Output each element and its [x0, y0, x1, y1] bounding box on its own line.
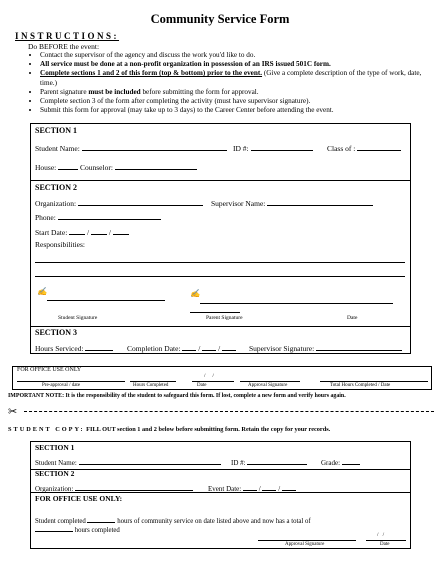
- id-label: ID #:: [233, 144, 249, 153]
- start-date-label: Start Date:: [35, 228, 68, 237]
- scissors-icon: ✂: [8, 406, 18, 418]
- hours-completed-caption: Hours Completed: [133, 383, 169, 388]
- instructions-list: [28, 51, 440, 115]
- counselor-line[interactable]: [115, 161, 197, 170]
- copy-office-heading: FOR OFFICE USE ONLY:: [35, 494, 123, 503]
- supervisor-name-line[interactable]: [267, 197, 373, 206]
- house-label: House:: [35, 163, 57, 172]
- organization-field[interactable]: [35, 197, 203, 208]
- important-note: IMPORTANT NOTE: It is the responsibility of the student to safeguard this form. If lost, complete a new form and verify hours again.: [8, 393, 346, 399]
- parent-sign-here-icon: ✍: [190, 289, 200, 298]
- instruction-item: [40, 60, 440, 69]
- completion-date-day[interactable]: [202, 342, 216, 351]
- copy-id-label: ID #:: [231, 459, 246, 467]
- supervisor-signature-line[interactable]: [316, 342, 402, 351]
- section1-heading: SECTION 1: [35, 126, 78, 135]
- start-date-year[interactable]: [113, 226, 129, 235]
- parent-signature-caption: Parent Signature: [206, 315, 243, 321]
- instruction-text-post: before submitting the form for approval.: [140, 87, 259, 96]
- office-use-heading: FOR OFFICE USE ONLY: [17, 367, 82, 373]
- copy-id-field[interactable]: [231, 456, 307, 467]
- phone-label: Phone:: [35, 213, 56, 222]
- student-name-label: Student Name:: [35, 144, 80, 153]
- student-sign-here-icon: ✍: [37, 287, 47, 296]
- copy-grade-field[interactable]: [321, 456, 360, 467]
- class-of-label: Class of :: [327, 144, 356, 153]
- instruction-text-bold: All service must be done at a non-profit organization in possession of an IRS issued 501C form.: [40, 60, 331, 69]
- copy-event-date-year[interactable]: [282, 482, 296, 491]
- phone-line[interactable]: [58, 211, 161, 220]
- copy-event-date-day[interactable]: [262, 482, 276, 491]
- instruction-item: [40, 106, 440, 115]
- hours-serviced-label: Hours Serviced:: [35, 344, 84, 353]
- student-name-line[interactable]: [82, 142, 227, 151]
- section3-heading: SECTION 3: [35, 328, 78, 337]
- office-line[interactable]: [192, 381, 234, 382]
- instruction-item: [40, 88, 440, 97]
- instructions-heading: INSTRUCTIONS:: [15, 31, 120, 41]
- copy-organization-field[interactable]: [35, 482, 193, 493]
- hours-serviced-field[interactable]: [35, 342, 113, 353]
- completion-date-field[interactable]: Completion Date: / /: [127, 342, 236, 353]
- hours-serviced-line[interactable]: [85, 342, 113, 351]
- copy-grade-line[interactable]: [342, 456, 360, 465]
- do-before-label: Do BEFORE the event:: [28, 42, 100, 51]
- date-caption: Date: [347, 315, 358, 321]
- completion-date-label: Completion Date:: [127, 344, 181, 353]
- office-line[interactable]: [240, 381, 300, 382]
- instruction-text-pre: Parent signature: [40, 87, 89, 96]
- house-line[interactable]: [58, 161, 78, 170]
- organization-line[interactable]: [78, 197, 203, 206]
- class-of-line[interactable]: [357, 142, 401, 151]
- section2-heading: SECTION 2: [35, 183, 78, 192]
- copy-completed-pre: Student completed: [35, 518, 86, 525]
- id-field[interactable]: [233, 142, 313, 153]
- copy-grade-label: Grade:: [321, 459, 341, 467]
- organization-label: Organization:: [35, 199, 77, 208]
- divider: [190, 312, 240, 313]
- divider: [30, 180, 411, 181]
- copy-student-name-label: Student Name:: [35, 459, 77, 467]
- student-signature-line[interactable]: [47, 300, 165, 301]
- student-copy-label: STUDENT COPY:: [8, 426, 85, 433]
- start-date-field[interactable]: Start Date: / /: [35, 226, 129, 237]
- phone-field[interactable]: [35, 211, 161, 222]
- copy-event-date-field[interactable]: Event Date: / /: [208, 482, 296, 493]
- counselor-label: Counselor:: [80, 163, 113, 172]
- copy-section2-heading: SECTION 2: [35, 469, 75, 478]
- student-copy-text: FILL OUT section 1 and 2 below before submitting form. Retain the copy for your records.: [86, 426, 331, 433]
- copy-student-name-line[interactable]: [79, 456, 221, 465]
- instruction-text-post: Contact the supervisor of the agency and discuss the work you'd like to do.: [40, 51, 256, 59]
- responsibilities-label: Responsibilities:: [35, 240, 86, 249]
- divider: [30, 326, 411, 327]
- copy-student-name-field[interactable]: [35, 456, 221, 467]
- parent-signature-line[interactable]: [200, 303, 393, 304]
- copy-event-date-month[interactable]: [243, 482, 257, 491]
- office-line[interactable]: [130, 381, 176, 382]
- copy-date-line[interactable]: [366, 540, 406, 541]
- instruction-text-post: Complete section 3 of the form after completing the activity (must have supervisor signature).: [40, 97, 311, 106]
- student-signature-caption: Student Signature: [58, 315, 98, 321]
- page-title: Community Service Form: [150, 12, 290, 26]
- house-field[interactable]: [35, 161, 197, 172]
- copy-completed-line2: [35, 523, 120, 534]
- instruction-item: [40, 97, 440, 106]
- copy-organization-label: Organization:: [35, 485, 74, 493]
- office-line[interactable]: [17, 381, 125, 382]
- copy-event-date-label: Event Date:: [208, 485, 242, 493]
- start-date-month[interactable]: [69, 226, 85, 235]
- copy-date-slashes: / /: [377, 532, 385, 538]
- office-date-slashes: / /: [204, 373, 214, 379]
- copy-completed-post: hours completed: [74, 527, 120, 534]
- id-line[interactable]: [251, 142, 313, 151]
- instruction-text-post: Submit this form for approval (may take up to 3 days) to the Career Center before attending the event.: [40, 106, 334, 115]
- student-name-field[interactable]: [35, 142, 227, 153]
- instruction-text-bold: must be included: [88, 87, 141, 96]
- completion-date-month[interactable]: [182, 342, 196, 351]
- class-of-field[interactable]: [327, 142, 401, 153]
- supervisor-name-label: Supervisor Name:: [211, 199, 266, 208]
- office-date-caption: Date: [197, 383, 207, 388]
- supervisor-name-field[interactable]: [211, 197, 373, 208]
- supervisor-signature-field[interactable]: [249, 342, 402, 353]
- completion-date-year[interactable]: [222, 342, 236, 351]
- instruction-text-post: (Give a complete description of the type of work, date, time.): [40, 69, 422, 87]
- approval-signature-caption: Approval Signature: [248, 383, 288, 388]
- cut-line: [24, 411, 434, 412]
- instruction-text-bold: Complete sections 1 and 2 of this form (top & bottom) prior to the event.: [40, 69, 263, 78]
- copy-approval-signature-caption: Approval Signature: [285, 542, 325, 547]
- copy-completed-mid: hours of community service on date listed above and now has a total of: [117, 518, 311, 525]
- copy-total-hours-line[interactable]: [35, 523, 73, 532]
- total-hours-caption: Total Hours Completed / Date: [330, 383, 391, 388]
- copy-section1-heading: SECTION 1: [35, 443, 75, 452]
- responsibilities-line[interactable]: [35, 262, 405, 263]
- office-line[interactable]: [320, 381, 428, 382]
- instruction-item: [40, 51, 440, 60]
- copy-hours-line[interactable]: [87, 514, 115, 523]
- copy-organization-line[interactable]: [75, 482, 193, 491]
- copy-approval-signature-line[interactable]: [258, 540, 356, 541]
- student-copy-instruction: [8, 426, 330, 433]
- start-date-day[interactable]: [91, 226, 107, 235]
- copy-id-line[interactable]: [247, 456, 307, 465]
- supervisor-signature-label: Supervisor Signature:: [249, 344, 315, 353]
- divider: [30, 469, 411, 470]
- responsibilities-line[interactable]: [35, 276, 405, 277]
- copy-date-caption: Date: [380, 542, 390, 547]
- instruction-item: [40, 69, 440, 87]
- preapproval-caption: Pre-approval / date: [42, 383, 81, 388]
